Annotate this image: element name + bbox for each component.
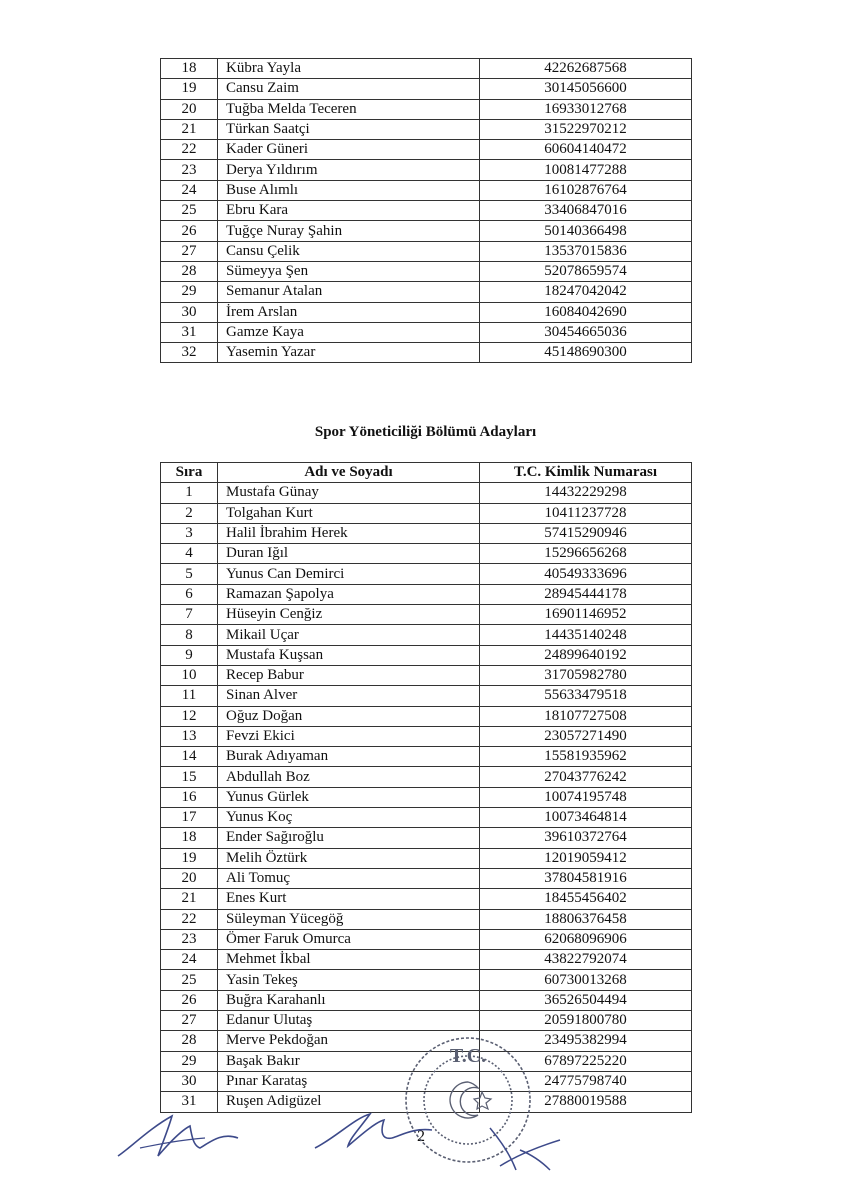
row-id-number: 24775798740 [480,1071,692,1091]
table-row [161,605,692,625]
row-order: 11 [161,686,218,706]
table-row [161,261,692,281]
row-order: 14 [161,747,218,767]
table-row [161,140,692,160]
row-name: Süleyman Yücegöğ [218,909,480,929]
row-order: 24 [161,180,218,200]
row-id-number: 67897225220 [480,1051,692,1071]
table-row [161,950,692,970]
row-name: Ramazan Şapolya [218,584,480,604]
table-row [161,787,692,807]
row-order: 22 [161,909,218,929]
row-id-number: 62068096906 [480,929,692,949]
row-order: 31 [161,322,218,342]
row-name: Sümeyya Şen [218,261,480,281]
row-order: 2 [161,503,218,523]
row-order: 7 [161,605,218,625]
row-name: Yasemin Yazar [218,343,480,363]
stamp-text: T.C. [449,1045,487,1067]
row-id-number: 30454665036 [480,322,692,342]
table-row [161,808,692,828]
signature-middle [310,1108,440,1158]
table-row [161,645,692,665]
row-order: 20 [161,868,218,888]
table-row [161,302,692,322]
row-id-number: 55633479518 [480,686,692,706]
table-row [161,767,692,787]
row-order: 5 [161,564,218,584]
table-row [161,990,692,1010]
row-id-number: 10073464814 [480,808,692,828]
header-order: Sıra [161,463,218,483]
table-row [161,828,692,848]
row-name: Ender Sağıroğlu [218,828,480,848]
row-name: Enes Kurt [218,889,480,909]
table-row [161,1011,692,1031]
row-name: Yunus Can Demirci [218,564,480,584]
row-id-number: 57415290946 [480,523,692,543]
row-name: İrem Arslan [218,302,480,322]
row-order: 32 [161,343,218,363]
table-row [161,282,692,302]
table-row [161,706,692,726]
signature-right [480,1120,570,1180]
table-row [161,221,692,241]
row-name: Yunus Koç [218,808,480,828]
table-row [161,523,692,543]
row-order: 4 [161,544,218,564]
row-id-number: 13537015836 [480,241,692,261]
row-order: 19 [161,79,218,99]
row-order: 23 [161,160,218,180]
row-name: Derya Yıldırım [218,160,480,180]
row-id-number: 60604140472 [480,140,692,160]
table-row [161,180,692,200]
row-id-number: 14432229298 [480,483,692,503]
row-name: Burak Adıyaman [218,747,480,767]
table-row [161,79,692,99]
header-id-number: T.C. Kimlik Numarası [480,463,692,483]
row-name: Başak Bakır [218,1051,480,1071]
row-order: 1 [161,483,218,503]
row-order: 31 [161,1092,218,1112]
row-order: 18 [161,828,218,848]
row-order: 21 [161,119,218,139]
row-order: 23 [161,929,218,949]
signature-left [110,1108,250,1168]
row-name: Buğra Karahanlı [218,990,480,1010]
row-name: Melih Öztürk [218,848,480,868]
row-id-number: 45148690300 [480,343,692,363]
row-id-number: 31705982780 [480,665,692,685]
row-id-number: 37804581916 [480,868,692,888]
row-order: 24 [161,950,218,970]
row-id-number: 42262687568 [480,59,692,79]
row-order: 17 [161,808,218,828]
row-id-number: 15296656268 [480,544,692,564]
row-id-number: 15581935962 [480,747,692,767]
table-row [161,726,692,746]
row-order: 28 [161,1031,218,1051]
row-id-number: 10074195748 [480,787,692,807]
table-row [161,241,692,261]
row-id-number: 27880019588 [480,1092,692,1112]
row-order: 12 [161,706,218,726]
table-row [161,201,692,221]
candidates-table-continued [160,58,692,363]
row-id-number: 16084042690 [480,302,692,322]
row-id-number: 39610372764 [480,828,692,848]
table-row [161,119,692,139]
row-name: Halil İbrahim Herek [218,523,480,543]
row-id-number: 40549333696 [480,564,692,584]
row-order: 9 [161,645,218,665]
table-header-row [161,463,692,483]
row-id-number: 31522970212 [480,119,692,139]
row-name: Mikail Uçar [218,625,480,645]
row-name: Oğuz Doğan [218,706,480,726]
row-order: 19 [161,848,218,868]
row-name: Ebru Kara [218,201,480,221]
row-id-number: 10411237728 [480,503,692,523]
row-order: 27 [161,241,218,261]
row-name: Recep Babur [218,665,480,685]
row-order: 15 [161,767,218,787]
row-order: 22 [161,140,218,160]
row-id-number: 30145056600 [480,79,692,99]
row-id-number: 16102876764 [480,180,692,200]
row-id-number: 50140366498 [480,221,692,241]
row-name: Hüseyin Cenğiz [218,605,480,625]
table-row [161,99,692,119]
table-row [161,322,692,342]
table-row [161,848,692,868]
row-name: Türkan Saatçi [218,119,480,139]
row-order: 29 [161,282,218,302]
row-name: Cansu Çelik [218,241,480,261]
row-order: 13 [161,726,218,746]
row-name: Tuğba Melda Teceren [218,99,480,119]
row-name: Buse Alımlı [218,180,480,200]
table-row [161,868,692,888]
row-id-number: 23495382994 [480,1031,692,1051]
row-name: Ali Tomuç [218,868,480,888]
row-name: Fevzi Ekici [218,726,480,746]
row-name: Tolgahan Kurt [218,503,480,523]
table-row [161,343,692,363]
row-id-number: 18806376458 [480,909,692,929]
row-order: 21 [161,889,218,909]
row-id-number: 20591800780 [480,1011,692,1031]
table-row [161,970,692,990]
table-row [161,625,692,645]
row-id-number: 28945444178 [480,584,692,604]
row-order: 25 [161,970,218,990]
row-order: 26 [161,221,218,241]
row-order: 28 [161,261,218,281]
table-row [161,544,692,564]
row-id-number: 24899640192 [480,645,692,665]
table-row [161,59,692,79]
row-name: Mustafa Günay [218,483,480,503]
row-order: 25 [161,201,218,221]
row-name: Kader Güneri [218,140,480,160]
row-order: 29 [161,1051,218,1071]
row-id-number: 18107727508 [480,706,692,726]
header-name: Adı ve Soyadı [218,463,480,483]
row-name: Edanur Ulutaş [218,1011,480,1031]
row-order: 26 [161,990,218,1010]
row-order: 27 [161,1011,218,1031]
row-name: Gamze Kaya [218,322,480,342]
table-row [161,160,692,180]
page-number: 2 [417,1128,425,1145]
row-id-number: 18247042042 [480,282,692,302]
row-name: Mehmet İkbal [218,950,480,970]
row-name: Yasin Tekeş [218,970,480,990]
row-id-number: 52078659574 [480,261,692,281]
table-row [161,909,692,929]
row-name: Tuğçe Nuray Şahin [218,221,480,241]
section-title: Spor Yöneticiliği Bölümü Adayları [314,424,537,440]
row-order: 3 [161,523,218,543]
row-name: Mustafa Kuşsan [218,645,480,665]
row-name: Yunus Gürlek [218,787,480,807]
row-order: 16 [161,787,218,807]
row-id-number: 16901146952 [480,605,692,625]
row-name: Kübra Yayla [218,59,480,79]
row-name: Sinan Alver [218,686,480,706]
row-name: Pınar Karataş [218,1071,480,1091]
row-name: Duran Iğıl [218,544,480,564]
row-name: Semanur Atalan [218,282,480,302]
row-id-number: 33406847016 [480,201,692,221]
row-id-number: 18455456402 [480,889,692,909]
row-order: 30 [161,302,218,322]
row-id-number: 60730013268 [480,970,692,990]
row-name: Cansu Zaim [218,79,480,99]
row-name: Ömer Faruk Omurca [218,929,480,949]
table-row [161,503,692,523]
table-row [161,929,692,949]
row-order: 18 [161,59,218,79]
row-id-number: 27043776242 [480,767,692,787]
row-id-number: 36526504494 [480,990,692,1010]
row-order: 6 [161,584,218,604]
table-row [161,584,692,604]
row-id-number: 12019059412 [480,848,692,868]
sport-management-candidates-table [160,462,692,1113]
table-row [161,686,692,706]
row-order: 30 [161,1071,218,1091]
table-row [161,564,692,584]
row-name: Abdullah Boz [218,767,480,787]
row-id-number: 16933012768 [480,99,692,119]
table-row [161,747,692,767]
row-id-number: 43822792074 [480,950,692,970]
table-row [161,483,692,503]
table-row [161,889,692,909]
table-row [161,665,692,685]
row-order: 20 [161,99,218,119]
row-name: Ruşen Adigüzel [218,1092,480,1112]
row-order: 8 [161,625,218,645]
row-id-number: 23057271490 [480,726,692,746]
row-id-number: 10081477288 [480,160,692,180]
row-order: 10 [161,665,218,685]
row-id-number: 14435140248 [480,625,692,645]
row-name: Merve Pekdoğan [218,1031,480,1051]
